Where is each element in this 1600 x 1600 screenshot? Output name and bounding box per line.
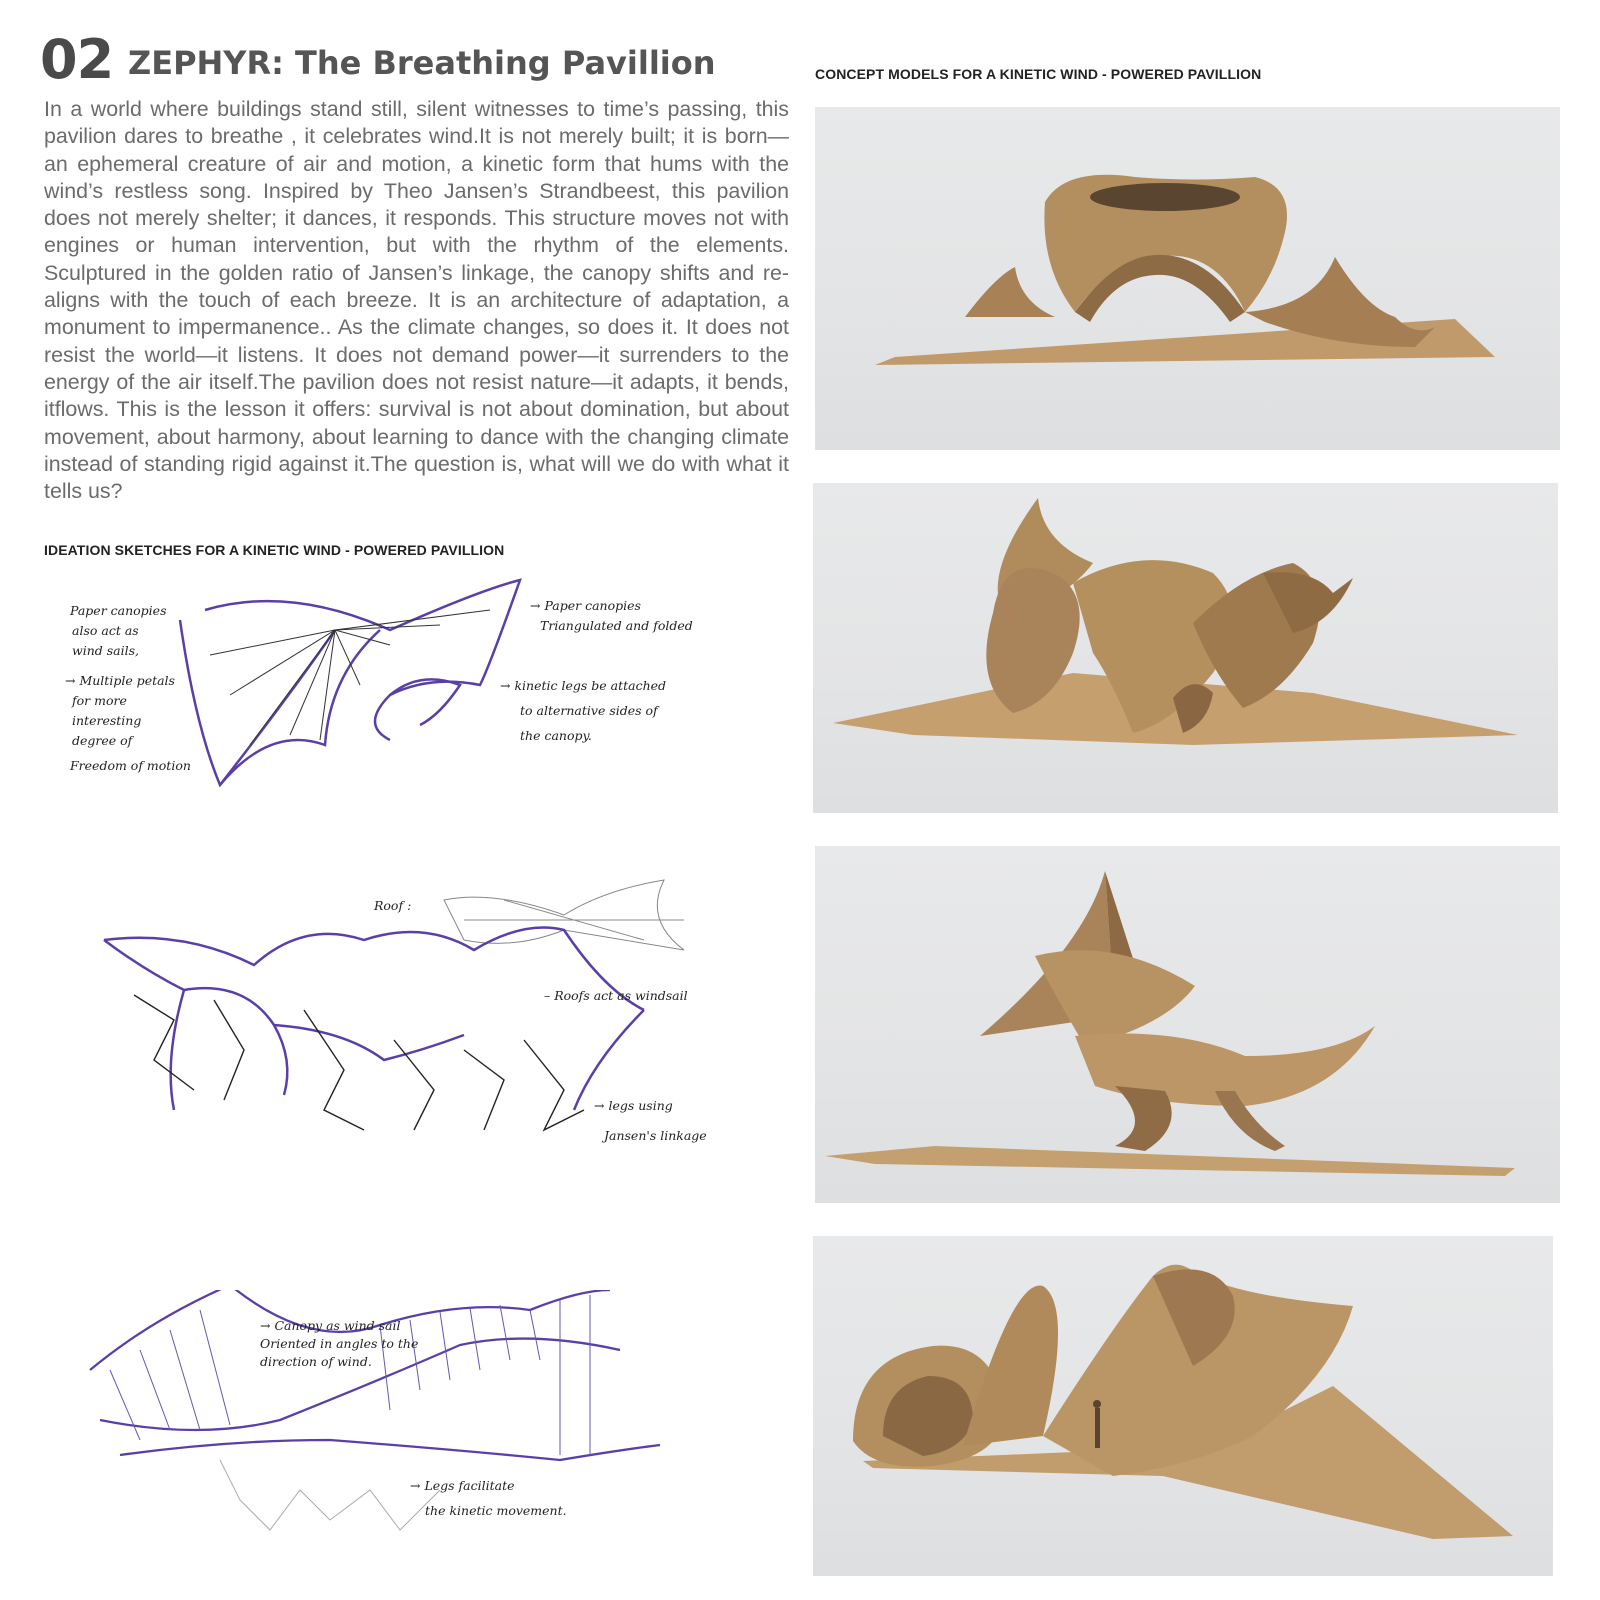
project-description: In a world where buildings stand still, silent witnesses to time’s passing, this pavilion dares to breathe , it celebrates wind.It is not merely built; it is born—an ephemeral creature of air and motion, a kinetic form that hums with the wind’s restless song. Inspired by Theo Jansen’s Strandbeest, this pavilion does not merely shelter; it dances, it responds. This structure moves not with engines or human intervention, but with the rhythm of the elements. Sculptured in the golden ratio of Jansen’s linkage, the canopy shifts and re-aligns with the touch of each breeze. It is an architecture of adaptation, a monument to impermanence.. As the climate changes, so does it. It does not resist the world—it listens. It does not demand power—it surrenders to the energy of the air itself.The pavilion does not resist nature—it adapts, it bends, itflows. This is the lesson it offers: survival is not about domination, but about movement, about harmony, about learning to dance with the changing climate instead of standing rigid against it.The question is, what will we do with what it tells us? <box>44 97 789 504</box>
concept-model-photo-3 <box>815 846 1560 1203</box>
svg-text:Roof :: Roof : <box>374 898 412 913</box>
svg-text:the kinetic movement.: the kinetic movement. <box>425 1503 567 1518</box>
project-title: ZEPHYR: The Breathing Pavillion <box>128 44 716 82</box>
svg-text:also act as: also act as <box>72 623 139 638</box>
concept-model-photo-4 <box>813 1236 1553 1576</box>
ideation-sketch-2 <box>44 860 764 1190</box>
svg-text:for more: for more <box>72 693 127 708</box>
svg-text:wind sails,: wind sails, <box>72 643 139 658</box>
project-number: 02 <box>40 28 114 91</box>
svg-text:Oriented in angles to the: Oriented in angles to the <box>260 1336 419 1351</box>
svg-text:– Roofs act as windsail: – Roofs act as windsail <box>544 988 688 1003</box>
svg-text:the canopy.: the canopy. <box>520 728 592 743</box>
svg-text:to alternative sides of: to alternative sides of <box>520 703 658 718</box>
svg-text:degree of: degree of <box>72 733 133 748</box>
svg-text:→ Multiple petals: → Multiple petals <box>65 673 175 688</box>
svg-text:→ kinetic legs be attached: → kinetic legs be attached <box>500 678 667 693</box>
ideation-sketch-1 <box>60 575 760 815</box>
svg-text:Freedom of motion: Freedom of motion <box>70 758 191 773</box>
concept-model-photo-1 <box>815 107 1560 450</box>
svg-text:→ Canopy as wind sail: → Canopy as wind sail <box>260 1318 401 1333</box>
svg-text:→ Paper canopies: → Paper canopies <box>530 598 641 613</box>
svg-text:→ Legs facilitate: → Legs facilitate <box>410 1478 515 1493</box>
ideation-sketch-3 <box>80 1290 700 1590</box>
concept-models-caption: CONCEPT MODELS FOR A KINETIC WIND - POWERED PAVILLION <box>815 66 1262 82</box>
ideation-sketches-caption: IDEATION SKETCHES FOR A KINETIC WIND - POWERED PAVILLION <box>44 542 505 558</box>
svg-text:Jansen's linkage: Jansen's linkage <box>604 1128 707 1143</box>
note-paper-canopies: Paper canopies <box>70 603 167 618</box>
svg-text:direction of wind.: direction of wind. <box>260 1354 372 1369</box>
concept-model-photo-2 <box>813 483 1558 813</box>
svg-text:Triangulated and folded: Triangulated and folded <box>540 618 693 633</box>
svg-text:→ legs using: → legs using <box>594 1098 673 1113</box>
svg-text:interesting: interesting <box>72 713 142 728</box>
